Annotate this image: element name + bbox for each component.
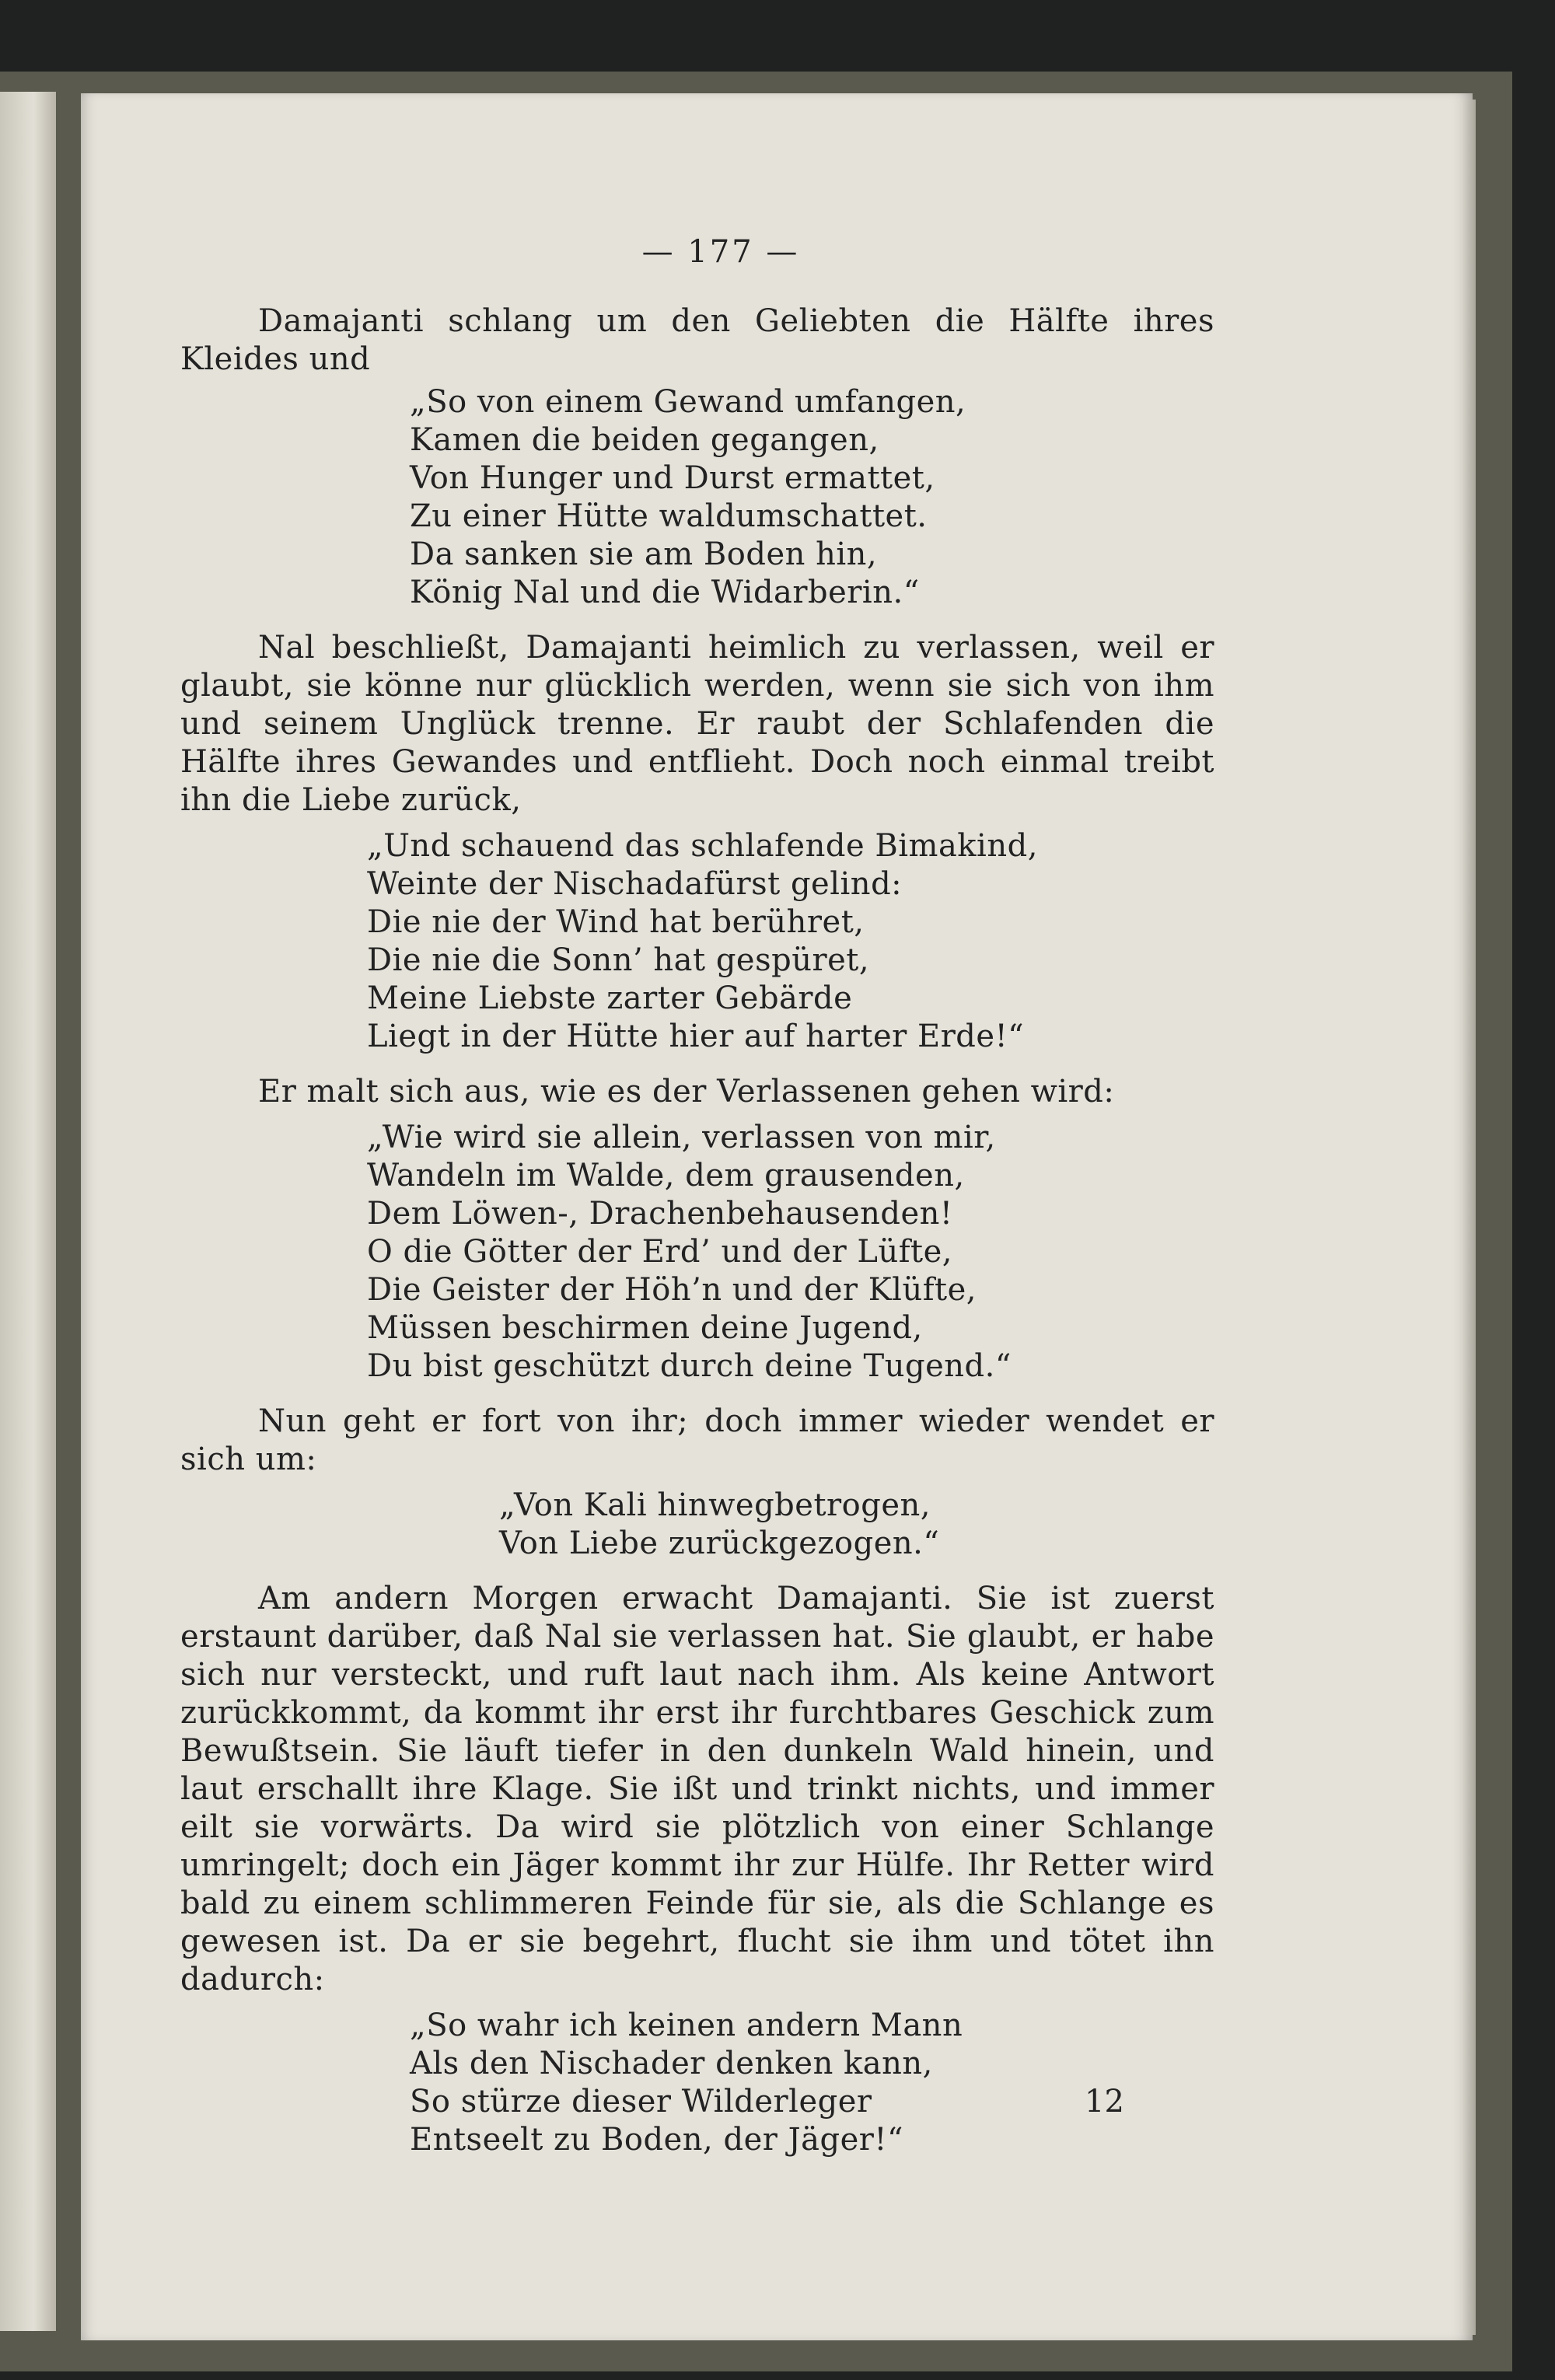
verse-line: Du bist geschützt durch deine Tugend.“	[367, 1348, 1012, 1384]
verse-line: Von Liebe zurückgezogen.“	[499, 1526, 940, 1561]
verse-line: König Nal und die Widarberin.“	[410, 575, 920, 610]
page-fore-edge	[1462, 100, 1476, 2335]
verse-line: Weinte der Nischadafürst gelind:	[367, 866, 903, 902]
paragraph-2: Nal beschließt, Damajanti heimlich zu verlassen, weil er glaubt, sie könne nur glücklich werden, wenn sie sich von ihm und seinem Unglück trenne. Er raubt der Schlafenden die Hälfte ihres Gewandes und entflieht. Doch noch einmal treibt ihn die Liebe zurück,	[180, 630, 1214, 818]
paragraph-5: Am andern Morgen erwacht Damajanti. Sie ist zuerst erstaunt darüber, daß Nal sie verlassen hat. Sie glaubt, er habe sich nur versteckt, und ruft laut nach ihm. Als keine Antwort zurückkommt, da kommt ihr erst ihr furchtbares Geschick zum Bewußtsein. Sie läuft tiefer in den dunkeln Wald hinein, und laut erschallt ihre Klage. Sie ißt und trinkt nichts, und immer eilt sie vorwärts. Da wird sie plötzlich von einer Schlange umringelt; doch ein Jäger kommt ihr zur Hülfe. Ihr Retter wird bald zu einem schlimmeren Feinde für sie, als die Schlange es gewesen ist. Da er sie begehrt, flucht sie ihm und tötet ihn dadurch:	[180, 1581, 1214, 1997]
verse-line: So stürze dieser Wilderleger	[410, 2084, 872, 2120]
verse-line: Als den Nischader denken kann,	[410, 2046, 933, 2081]
verse-5	[180, 2007, 1214, 2159]
verse-line: Zu einer Hütte waldumschattet.	[410, 498, 928, 534]
verse-1	[180, 383, 1214, 612]
verse-line: Von Hunger und Durst ermattet,	[410, 460, 935, 496]
verse-line: Liegt in der Hütte hier auf harter Erde!“	[367, 1019, 1025, 1054]
paragraph-3: Er malt sich aus, wie es der Verlassenen gehen wird:	[258, 1074, 1115, 1110]
verse-line: Entseelt zu Boden, der Jäger!“	[410, 2122, 903, 2158]
page-text	[180, 233, 1214, 2176]
paragraph-1: Damajanti schlang um den Geliebten die Hälfte ihres Kleides und	[180, 303, 1214, 377]
paragraph-4: Nun geht er fort von ihr; doch immer wieder wendet er sich um:	[180, 1403, 1214, 1477]
verse-3	[180, 1119, 1214, 1386]
left-page-edge	[0, 92, 56, 2331]
verse-4	[180, 1487, 1214, 1563]
page-number: — 177 —	[641, 234, 800, 270]
verse-line: „So von einem Gewand umfangen,	[410, 384, 966, 420]
verse-line: Müssen beschirmen deine Jugend,	[367, 1310, 923, 1346]
verse-line: „So wahr ich keinen andern Mann	[410, 2008, 963, 2043]
verse-line: Die nie der Wind hat berühret,	[367, 904, 865, 940]
verse-line: Kamen die beiden gegangen,	[410, 422, 879, 458]
verse-line: Meine Liebste zarter Gebärde	[367, 980, 853, 1016]
verse-line: Da sanken sie am Boden hin,	[410, 536, 878, 572]
verse-line: „Und schauend das schlafende Bimakind,	[367, 828, 1038, 864]
signature-mark: 12	[1085, 2084, 1124, 2120]
verse-line: Wandeln im Walde, dem grausenden,	[367, 1158, 965, 1193]
verse-line: Die nie die Sonn’ hat gespüret,	[367, 942, 870, 978]
verse-line: Die Geister der Höh’n und der Klüfte,	[367, 1272, 977, 1308]
verse-line: O die Götter der Erd’ und der Lüfte,	[367, 1234, 952, 1270]
verse-line: Dem Löwen-, Drachenbehausenden!	[367, 1196, 953, 1232]
verse-line: „Wie wird sie allein, verlassen von mir,	[367, 1120, 996, 1155]
verse-2	[180, 827, 1214, 1056]
verse-line: „Von Kali hinwegbetrogen,	[499, 1487, 931, 1523]
